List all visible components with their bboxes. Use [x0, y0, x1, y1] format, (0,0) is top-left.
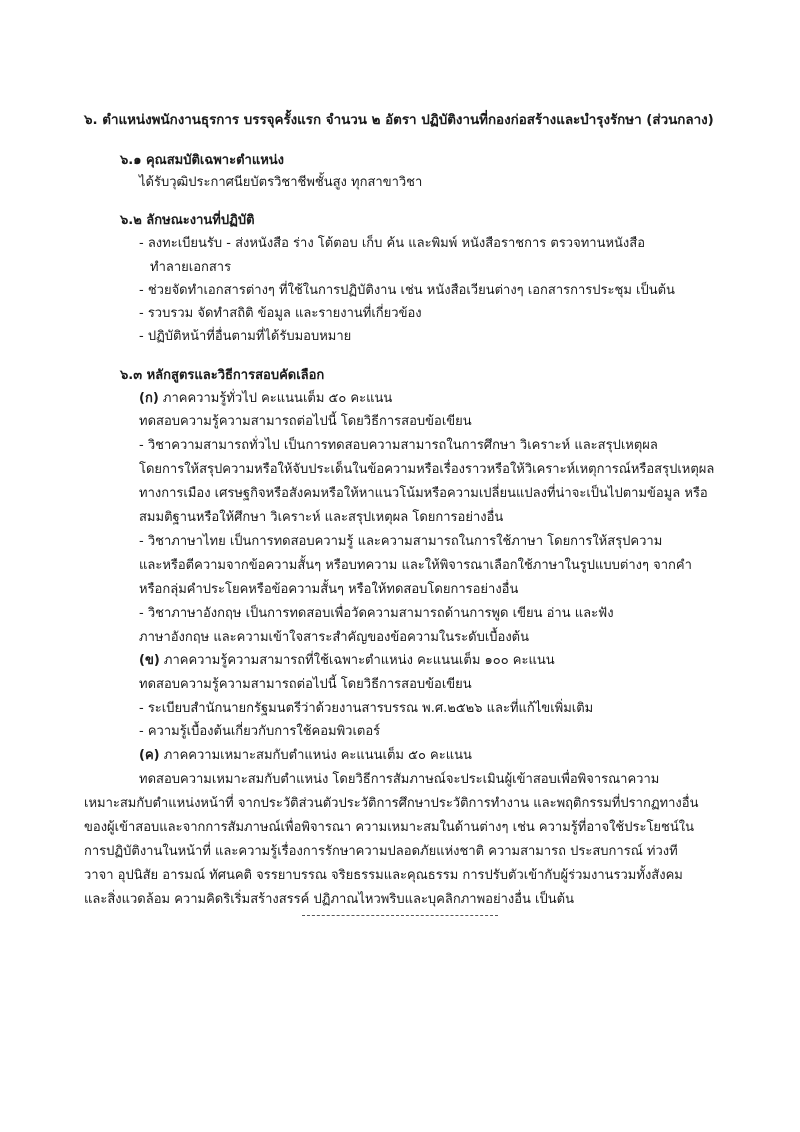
section-heading-duties: ๖.๒ ลักษณะงานที่ปฏิบัติ	[120, 213, 255, 228]
section-heading-qualifications: ๖.๑ คุณสมบัติเฉพาะตำแหน่ง	[120, 153, 284, 168]
duties-line-2: ทำลายเอกสาร	[150, 260, 232, 275]
part-a-line-8: หรือกลุ่มคำประโยคหรือข้อความสั้นๆ หรือให้ทดสอบโดยการอย่างอื่น	[139, 582, 519, 597]
part-b-title-text: ภาคความรู้ความสามารถที่ใช้เฉพาะตำแหน่ง คะแนนเต็ม ๑๐๐ คะแนน	[163, 653, 555, 668]
part-c-title-text: ภาคความเหมาะสมกับตำแหน่ง คะแนนเต็ม ๕๐ คะแนน	[163, 748, 472, 763]
section-heading-exam: ๖.๓ หลักสูตรและวิธีการสอบคัดเลือก	[120, 368, 325, 383]
part-a-line-7: และหรือตีความจากข้อความสั้นๆ หรือบทความ และให้พิจารณาเลือกใช้ภาษาในรูปแบบต่างๆ จากคำ	[139, 558, 692, 573]
part-b-line-2: - ระเบียบสำนักนายกรัฐมนตรีว่าด้วยงานสารบรรณ พ.ศ.๒๕๒๖ และที่แก้ไขเพิ่มเติม	[139, 701, 594, 716]
part-c-line-1: ทดสอบความเหมาะสมกับตำแหน่ง โดยวิธีการสัมภาษณ์จะประเมินผู้เข้าสอบเพื่อพิจารณาความ	[139, 772, 660, 787]
part-c-line-3: ของผู้เข้าสอบและจากการสัมภาษณ์เพื่อพิจารณา ความเหมาะสมในด้านต่างๆ เช่น ความรู้ที่อาจใช้ประโยชน์ใน	[84, 820, 694, 835]
dashed-separator	[302, 915, 498, 916]
part-c-line-5: วาจา อุปนิสัย อารมณ์ ทัศนคติ จรรยาบรรณ จริยธรรมและคุณธรรม การปรับตัวเข้ากับผู้ร่วมงานรวมทั้งสังคม	[84, 868, 683, 883]
part-a-line-9: - วิชาภาษาอังกฤษ เป็นการทดสอบเพื่อวัดความสามารถด้านการพูด เขียน อ่าน และฟัง	[139, 606, 614, 621]
part-b-line-3: - ความรู้เบื้องต้นเกี่ยวกับการใช้คอมพิวเตอร์	[139, 724, 381, 739]
part-b-label: (ข)	[139, 653, 160, 668]
part-c-line-4: การปฏิบัติงานในหน้าที่ และความรู้เรื่องการรักษาความปลอดภัยแห่งชาติ ความสามารถ ประสบการณ์ ท่วงที	[84, 844, 678, 859]
part-a-title	[139, 389, 392, 409]
part-a-title-text: ภาคความรู้ทั่วไป คะแนนเต็ม ๕๐ คะแนน	[162, 391, 393, 406]
duties-line-4: - รวบรวม จัดทำสถิติ ข้อมูล และรายงานที่เกี่ยวข้อง	[139, 306, 422, 321]
part-c-label: (ค)	[139, 748, 160, 763]
part-a-line-4: ทางการเมือง เศรษฐกิจหรือสังคมหรือให้หาแนวโน้มหรือความเปลี่ยนแปลงที่น่าจะเป็นไปตามข้อมูล หรือ	[139, 486, 708, 501]
part-b-line-1: ทดสอบความรู้ความสามารถต่อไปนี้ โดยวิธีการสอบข้อเขียน	[139, 677, 472, 692]
part-a-line-10: ภาษาอังกฤษ และความเข้าใจสาระสำคัญของข้อความในระดับเบื้องต้น	[139, 630, 530, 645]
part-b-title	[139, 651, 555, 671]
duties-line-5: - ปฏิบัติหน้าที่อื่นตามที่ได้รับมอบหมาย	[139, 329, 352, 344]
duties-line-3: - ช่วยจัดทำเอกสารต่างๆ ที่ใช้ในการปฏิบัติงาน เช่น หนังสือเวียนต่างๆ เอกสารการประชุม เป็นต้น	[139, 283, 675, 298]
part-a-line-5: สมมติฐานหรือให้ศึกษา วิเคราะห์ และสรุปเหตุผล โดยการอย่างอื่น	[139, 510, 504, 525]
part-a-line-3: โดยการให้สรุปความหรือให้จับประเด็นในข้อความหรือเรื่องราวหรือให้วิเคราะห์เหตุการณ์หรือสรุปเหตุผล	[139, 462, 715, 477]
qualifications-text: ได้รับวุฒิประกาศนียบัตรวิชาชีพชั้นสูง ทุกสาขาวิชา	[139, 175, 423, 190]
part-c-line-6: และสิ่งแวดล้อม ความคิดริเริ่มสร้างสรรค์ ปฏิภาณไหวพริบและบุคลิกภาพอย่างอื่น เป็นต้น	[84, 892, 574, 907]
part-a-line-2: - วิชาความสามารถทั่วไป เป็นการทดสอบความสามารถในการศึกษา วิเคราะห์ และสรุปเหตุผล	[139, 438, 658, 453]
document-title: ๖. ตำแหน่งพนักงานธุรการ บรรจุครั้งแรก จำนวน ๒ อัตรา ปฏิบัติงานที่กองก่อสร้างและบำรุงรักษา (ส่วนกลาง)	[84, 113, 714, 128]
part-c-line-2: เหมาะสมกับตำแหน่งหน้าที่ จากประวัติส่วนตัวประวัติการศึกษาประวัติการทำงาน และพฤติกรรมที่ปรากฏทางอื่น	[84, 796, 699, 811]
part-c-title	[139, 746, 472, 766]
part-a-label: (ก)	[139, 391, 159, 406]
part-a-line-1: ทดสอบความรู้ความสามารถต่อไปนี้ โดยวิธีการสอบข้อเขียน	[139, 414, 472, 429]
part-a-line-6: - วิชาภาษาไทย เป็นการทดสอบความรู้ และความสามารถในการใช้ภาษา โดยการให้สรุปความ	[139, 534, 663, 549]
duties-line-1: - ลงทะเบียนรับ - ส่งหนังสือ ร่าง โต้ตอบ เก็บ ค้น และพิมพ์ หนังสือราชการ ตรวจทานหนังสือ	[139, 236, 646, 251]
